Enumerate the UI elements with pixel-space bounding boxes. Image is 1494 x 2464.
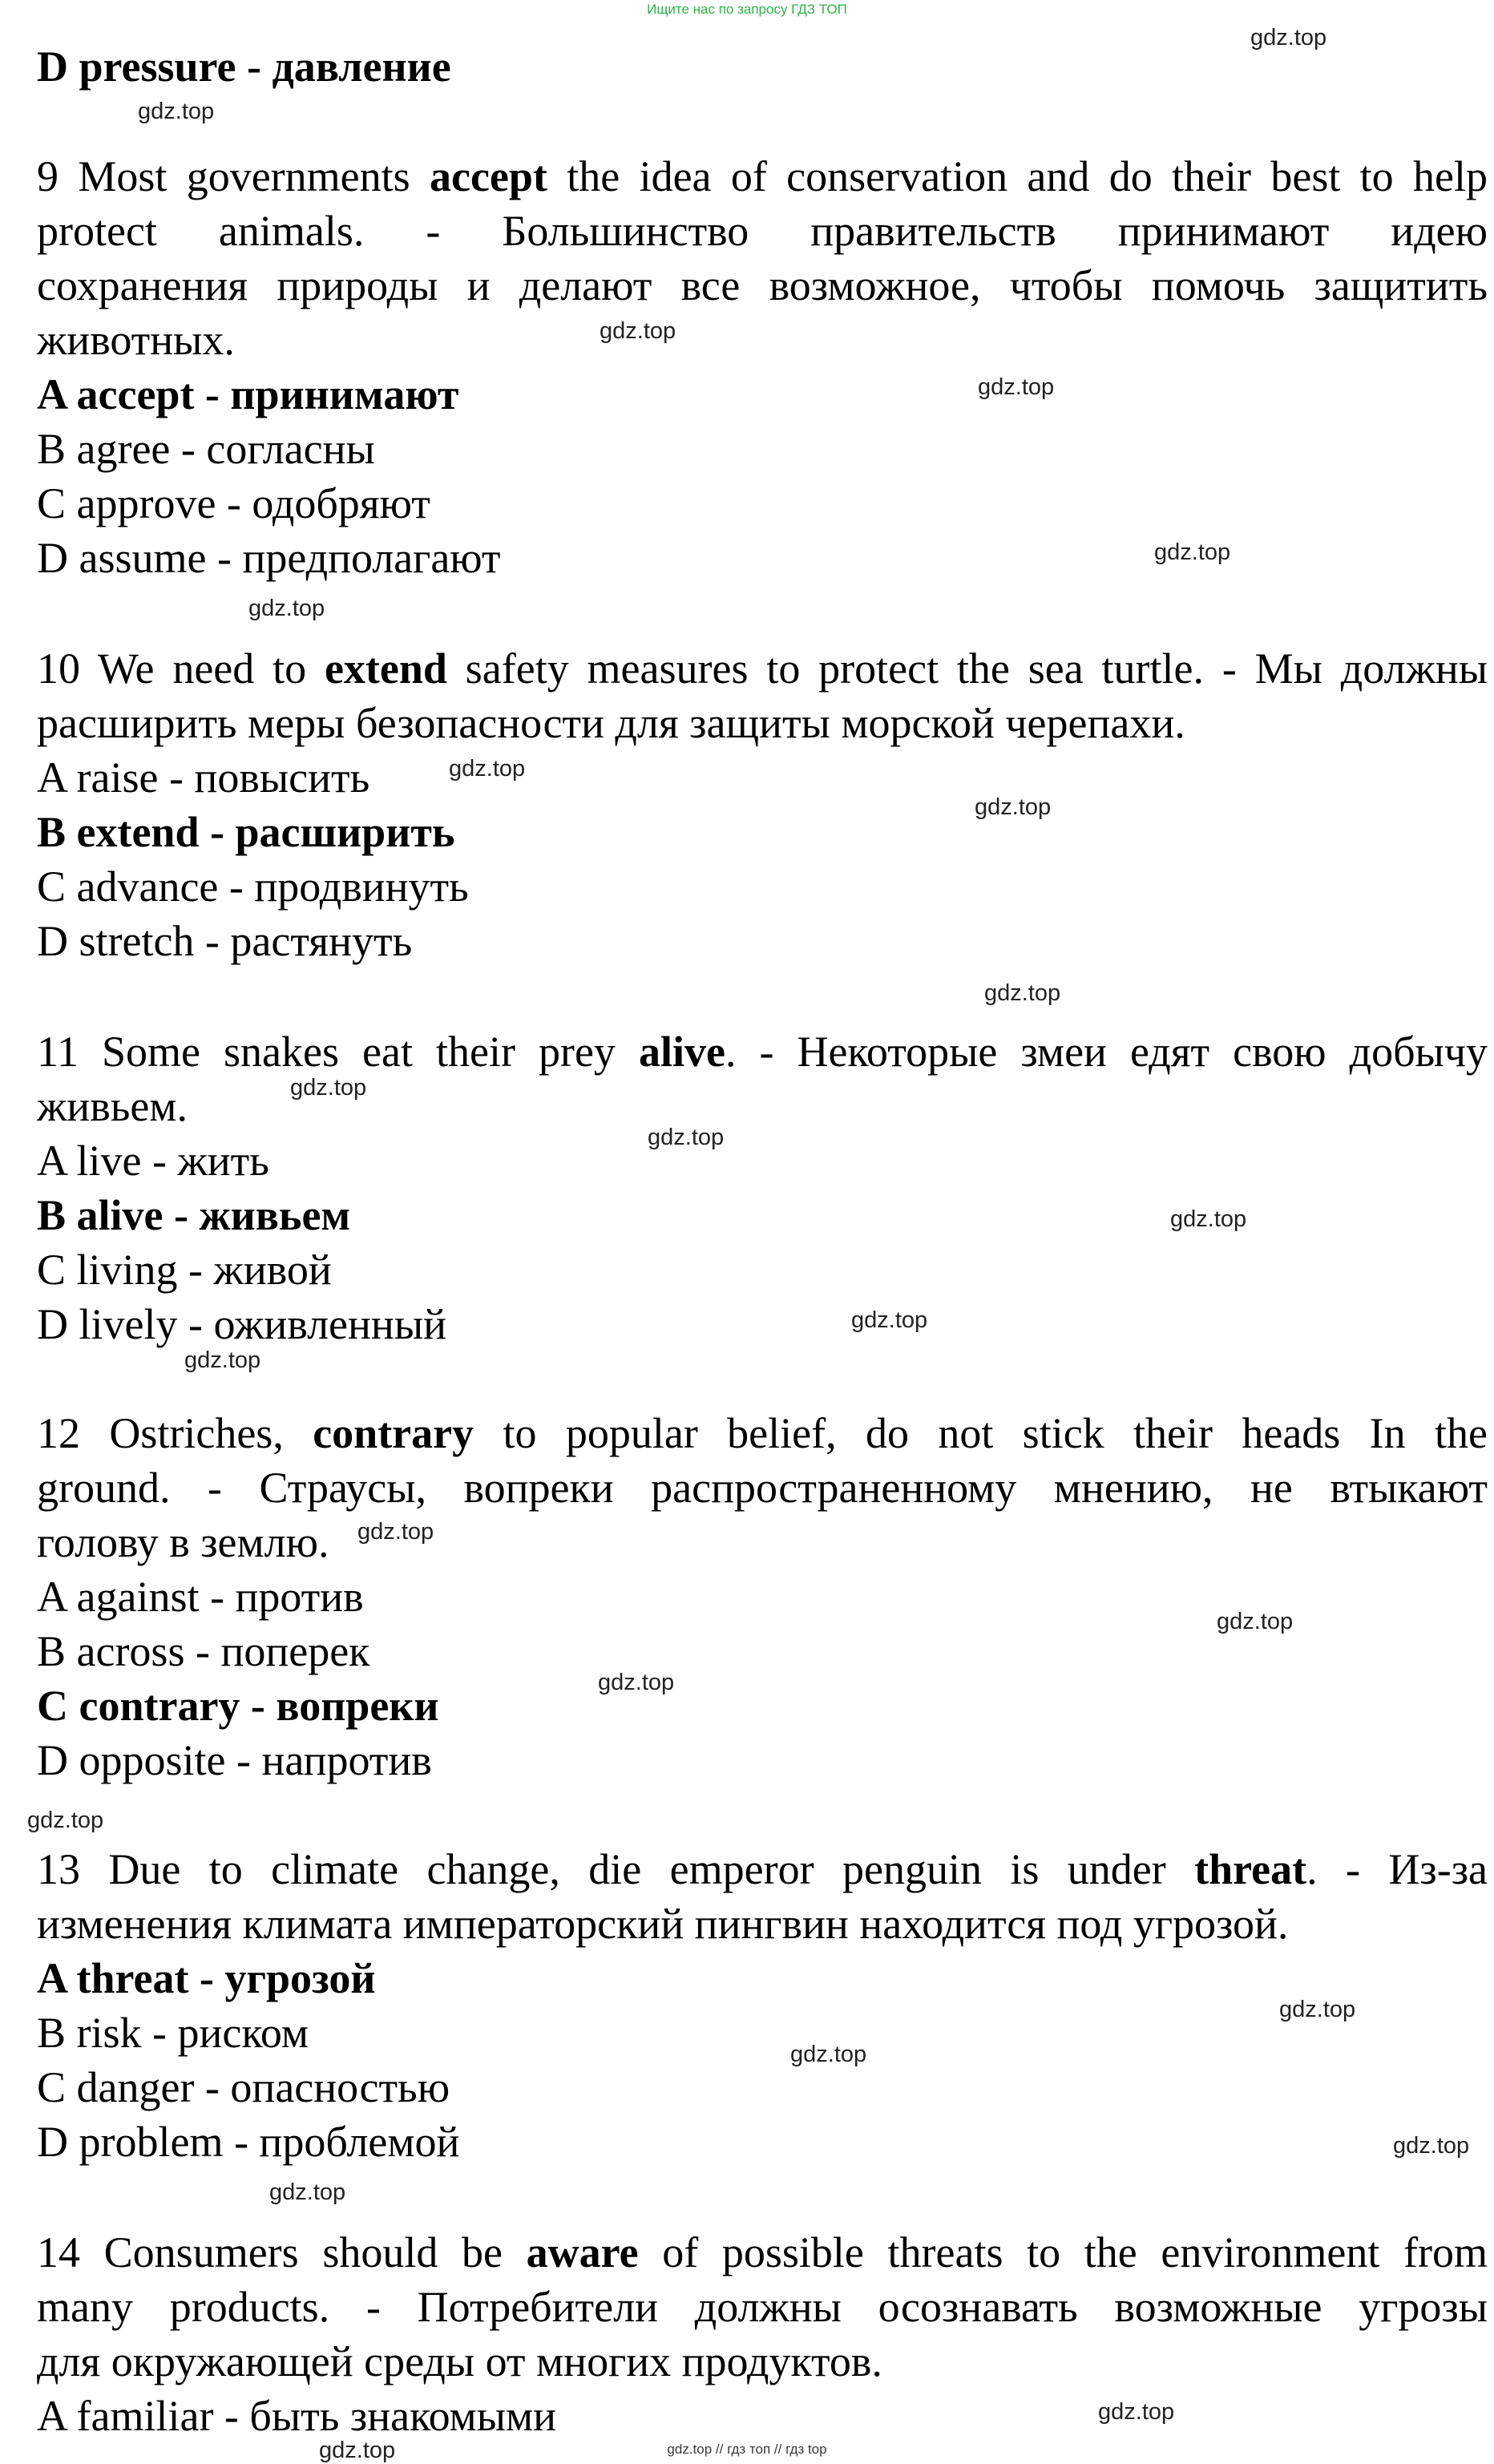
q11-text-b: . - Некоторые змеи едят свою добычу <box>725 1028 1488 1076</box>
watermark: gdz.top <box>269 2179 346 2205</box>
q11-option-c: C living - живой <box>37 1246 332 1294</box>
watermark: gdz.top <box>1217 1609 1294 1634</box>
q11-line-2: живьем. <box>37 1082 188 1130</box>
footer: gdz.top // гдз топ // гдз top <box>667 2442 827 2457</box>
q11-option-b: B alive - живьем <box>37 1191 351 1239</box>
watermark: gdz.top <box>184 1347 261 1373</box>
watermark: gdz.top <box>648 1125 725 1150</box>
watermark: gdz.top <box>975 794 1052 820</box>
q13-text-a: 13 Due to climate change, die emperor penguin is under <box>37 1845 1195 1893</box>
q14-text-a: 14 Consumers should be <box>37 2228 527 2276</box>
q14-text-b: of possible threats to the environment from <box>638 2228 1488 2276</box>
q9-text-b: the idea of conservation and do their best to help <box>547 152 1488 200</box>
watermark: gdz.top <box>449 756 526 782</box>
q13-option-c: C danger - опасностью <box>37 2063 450 2111</box>
watermark: gdz.top <box>248 596 325 621</box>
watermark: gdz.top <box>138 99 215 124</box>
q13-line-1 <box>37 1842 1488 1896</box>
search-banner: Ищите нас по запросу ГДЗ ТОП <box>647 2 847 17</box>
q11-option-d: D lively - оживленный <box>37 1300 446 1348</box>
watermark: gdz.top <box>1279 1997 1356 2022</box>
q13-option-b: B risk - риском <box>37 2009 309 2057</box>
watermark: gdz.top <box>1154 539 1231 565</box>
watermark: gdz.top <box>1250 25 1327 50</box>
q11-keyword: alive <box>638 1028 725 1076</box>
q11-line-1 <box>37 1024 1488 1079</box>
watermark: gdz.top <box>851 1307 928 1333</box>
q10-line-1 <box>37 641 1488 696</box>
q9-line-3: сохранения природы и делают все возможное, чтобы помочь защитить <box>37 261 1488 309</box>
watermark: gdz.top <box>1393 2133 1470 2159</box>
q13-option-d: D problem - проблемой <box>37 2118 460 2166</box>
watermark: gdz.top <box>27 1808 104 1833</box>
q12-line-1 <box>37 1406 1488 1460</box>
watermark: gdz.top <box>978 374 1055 400</box>
q12-text-a: 12 Ostriches, <box>37 1409 313 1457</box>
q9-line-2: protect animals. - Большинство правительств принимают идею <box>37 207 1488 255</box>
q9-line-1 <box>37 149 1488 204</box>
q12-option-c: C contrary - вопреки <box>37 1682 439 1730</box>
q12-option-d: D opposite - напротив <box>37 1736 432 1784</box>
q11-text-a: 11 Some snakes eat their prey <box>37 1028 639 1076</box>
q10-option-a: A raise - повысить <box>37 753 370 802</box>
q9-option-a: A accept - принимают <box>37 370 459 418</box>
q10-text-b: safety measures to protect the sea turtle. - Мы должны <box>446 644 1488 693</box>
q12-text-b: to popular belief, do not stick their heads In the <box>474 1409 1488 1457</box>
watermark: gdz.top <box>600 318 676 344</box>
q12-line-2: ground. - Страусы, вопреки распространенному мнению, не втыкают <box>37 1464 1488 1512</box>
q9-text-a: 9 Most governments <box>37 152 430 200</box>
q9-option-c: C approve - одобряют <box>37 479 430 527</box>
q13-text-b: . - Из-за <box>1306 1845 1488 1893</box>
q14-line-3: для окружающей среды от многих продуктов. <box>37 2337 882 2385</box>
q12-keyword: contrary <box>313 1409 474 1457</box>
q10-text-a: 10 We need to <box>37 644 325 693</box>
q10-option-c: C advance - продвинуть <box>37 862 469 911</box>
watermark: gdz.top <box>984 980 1061 1006</box>
q9-option-d: D assume - предполагают <box>37 534 501 582</box>
q14-line-1 <box>37 2225 1488 2280</box>
watermark: gdz.top <box>357 1519 434 1545</box>
q10-keyword: extend <box>324 644 447 693</box>
q12-option-a: A against - против <box>37 1573 364 1621</box>
watermark: gdz.top <box>319 2438 396 2463</box>
q11-option-a: A live - жить <box>37 1137 269 1185</box>
q14-line-2: many products. - Потребители должны осознавать возможные угрозы <box>37 2283 1488 2331</box>
q12-option-b: B across - поперек <box>37 1627 370 1675</box>
q9-option-b: B agree - согласны <box>37 425 375 473</box>
q10-option-b: B extend - расширить <box>37 808 455 856</box>
q13-option-a: A threat - угрозой <box>37 1954 376 2002</box>
q9-keyword: accept <box>430 152 547 200</box>
q8-option-d: D pressure - давление <box>37 42 451 91</box>
q14-option-a: A familiar - быть знакомыми <box>37 2392 557 2440</box>
q10-line-2: расширить меры безопасности для защиты морской черепахи. <box>37 699 1185 747</box>
watermark: gdz.top <box>598 1670 675 1695</box>
watermark: gdz.top <box>290 1075 367 1101</box>
watermark: gdz.top <box>790 2042 867 2067</box>
q13-keyword: threat <box>1194 1845 1307 1893</box>
q12-line-3: голову в землю. <box>37 1518 329 1566</box>
q13-line-2: изменения климата императорский пингвин находится под угрозой. <box>37 1900 1289 1948</box>
q10-option-d: D stretch - растянуть <box>37 917 413 965</box>
q14-keyword: aware <box>526 2228 639 2276</box>
watermark: gdz.top <box>1098 2399 1175 2425</box>
watermark: gdz.top <box>1170 1206 1247 1232</box>
q9-line-4: животных. <box>37 316 235 364</box>
